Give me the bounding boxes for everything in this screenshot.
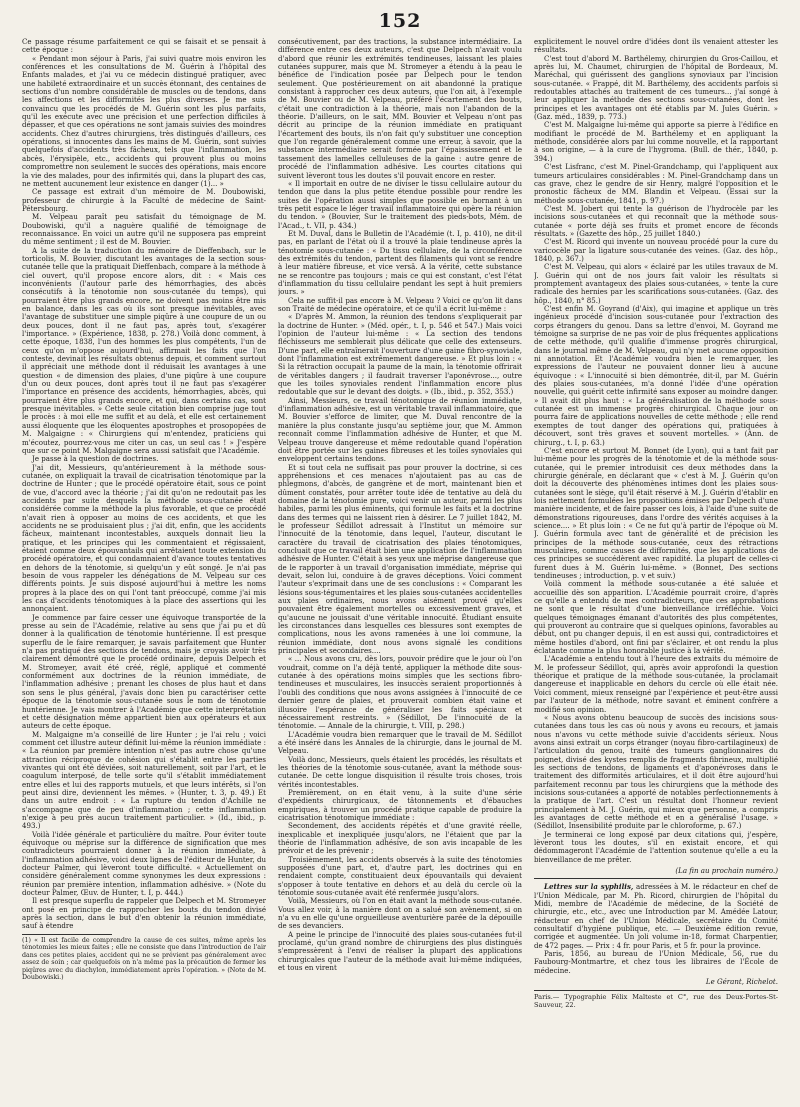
col2-paragraph: « Il importait en outre de ne diviser le tissu cellulaire autour du tendon que dans la plus petite étendue possible pour rendre les suites de l'opération aussi simples que possible en bornant à un très petit espace le léger travail inflammatoire qui opère la réunion du tendon. » (Bouvier, Sur le traitement des pieds-bots, Mém. de l'Acad., t. VII, p. 434.) [278, 178, 522, 230]
col2-paragraph: Et si tout cela ne suffisait pas pour prouver la doctrine, si ces appréhensions et ces menaces n'ajoutaient pas au cas de phlegmons, d'abcès, de gangrène et de mort, maintenant bien et dûment constatés, pour arrêter toute idée de tentative au delà du domaine de la ténotomie pure, voici venir un auteur, parmi les plus habiles, parmi les plus éminents, qui formule les faits et la doctrine dans des termes qui ne laissent rien à désirer. Le 7 juillet 1842, M. le professeur Sédillot adressait à l'Institut un mémoire sur l'innocuité de la ténotomie, dans lequel, l'auteur, discutant le caractère du travail de cicatrisation des plaies ténotomiques, concluait que ce travail était bien une application de l'inflammation adhésive de Hunter. C'était à ses yeux une méprise dangereuse que de le rapporter à un travail d'organisation immédiate, méprise qui devait, selon lui, conduire à de graves déceptions. Voici comment l'auteur s'exprimait dans une de ses conclusions : « Comparant les lésions sous-tégumentaires et les plaies sous-cutanées accidentelles aux plaies ordinaires, nous avons aisément prouvé qu'elles pouvaient être également mortelles ou excessivement graves, et qu'aucune ne jouissait d'une véritable innocuité. Étudiant ensuite les circonstances dans lesquelles ces blessures sont exemptes de complications, nous les avons ramenées à une loi commune, la réunion immédiate, dont nous avons signalé les conditions principales et secondaires.... [278, 462, 522, 656]
footnote [22, 937, 266, 982]
column-2 [278, 38, 522, 1100]
col2-paragraph: A peine le principe de l'innocuité des plaies sous-cutanées fut-il proclamé, qu'un grand nombre de chirurgiens des plus distingués s'empressèrent à l'envi de réaliser la plupart des applications chirurgicales que l'auteur de la méthode avait lui-même indiquées, et tous en virent [278, 929, 522, 973]
column-3 [534, 38, 778, 1100]
col3-paragraph: C'est M. Velpeau, qui alors « éclairé par les utiles travaux de M. J. Guérin qui ont de nos jours fait valoir les résultats si promptement avantageux des plaies sous-cutanées, » tente la cure radicale des hernies par les scarifications sous-cutanées. (Gaz. des hôp., 1840, n° 85.) [534, 262, 778, 305]
col1-paragraph: Il est presque superflu de rappeler que Delpech et M. Stromeyer ont posé en principe de rapprocher les bouts du tendon divisé après la section, dans le but d'en obtenir la réunion immédiate, sauf à étendre [22, 896, 266, 931]
col3-paragraph: C'est M. Ricord qui invente un nouveau procédé pour la cure du varicocèle par la ligature sous-cutanée des veines. (Gaz. des hôp., 1840, p. 367.) [534, 237, 778, 263]
footnote-text: (1) « Il est facile de comprendre la cause de ces suites, même après les ténotomies les mieux faites ; elle ne consiste que dans l'introduction de l'air dans ces petites plaies, accident qui ne se prévient pas généralement avec assez de soin ; car quelquefois on n'a même pas la précaution de fermer les piqûres avec du diachylon, immédiatement après l'opération. » (Note de M. Doubowiski.) [22, 936, 266, 982]
col3-paragraph: C'est enfin M. Goyrand (d'Aix), qui imagine et applique un très ingénieux procédé d'incision sous-cutanée pour l'extraction des corps étrangers du genou. Dans sa lettre d'envoi, M. Goyrand me témoigne sa surprise de ne pas voir de plus fréquentes applications de cette méthode, qu'il qualifie d'immense progrès chirurgical, dans le journal même de M. Velpeau, qui n'y met aucune opposition ni annotation. Et l'Académie voudra bien le remarquer, les expressions de l'auteur ne pouvaient donner lieu à aucune équivoque : « L'innocuité si bien démontrée, dit-il, par M. Guérin des plaies sous-cutanées, m'a donné l'idée d'une opération nouvelle, qui guérit cette infirmité sans exposer au moindre danger. » Il avait dit plus haut : « La généralisation de la méthode sous-cutanée est un immense progrès chirurgical. Chaque jour on pourra faire de applications nouvelles de cette méthode ; elle rend exemptes de tout danger des opérations qui, pratiquées à découvert, sont très graves et souvent mortelles. » (Ann. de chirurg., t. I, p. 63.) [534, 304, 778, 447]
page-number: 152 [378, 10, 422, 32]
imprint: Paris.— Typographie Félix Malteste et C°, rue des Deux-Portes-St-Sauveur, 22. [534, 992, 778, 1009]
col3-paragraph: explicitement le nouvel ordre d'idées dont ils venaient attester les résultats. [534, 38, 778, 55]
col1-paragraph: Voilà l'idée générale et particulière du maître. Pour éviter toute équivoque ou méprise sur la différence de signification que mes contradicteurs pourraient donner à la réunion immédiate, à l'inflammation adhésive, voici deux lignes de l'éditeur de Hunter, du docteur Palmer, qui lèveront toute difficulté. « Actuellement on considère généralement comme synonymes les deux expressions : réunion par première intention, inflammation adhésive. » (Note du docteur Palmer, Œuv. de Hunter, t. I, p. 444.) [22, 829, 266, 898]
continued-note: (La fin au prochain numéro.) [675, 866, 778, 876]
col3-paragraph: C'est encore et surtout M. Bonnet (de Lyon), qui a tant fait par lui-même pour les progrès de la ténotomie et de la méthode sous-cutanée, qui le premier introduisit ces deux méthodes dans la chirurgie générale, en déclarant que « c'est à M. J. Guérin qu'on doit la découverte des phénomènes intimes dont les plaies sous-cutanées sont le siège, qu'il était réservé à M. J. Guérin d'établir en lois nettement formulées les propositions émises par Delpech d'une manière incidente, et de faire passer ces lois, à l'aide d'une suite de démonstrations rigoureuses, dans l'ordre des vérités acquises à la science.... » Et plus loin : « Ce ne fut qu'à partir de l'époque où M. J. Guérin formula avec tant de généralité et de précision les principes de la méthode sous-cutanée, ceux des rétractions musculaires, comme causes de difformités, que les applications de ces principes se succédèrent avec rapidité. La plupart de celles-ci furent dues à M. Guérin lui-même. » (Bonnet, Des sections tendineuses ; introduction, p. v et suiv.) [534, 445, 778, 580]
imprint-divider [534, 990, 778, 991]
col3-paragraph: « Nous avons obtenu beaucoup de succès des incisions sous-cutanées dans tous les cas où nous y avons eu recours, et jamais nous n'avons vu cette méthode suivie d'accidents sérieux. Nous avons ainsi extrait un corps étranger (noyau fibro-cartilagineux) de l'articulation du genou, traité des tumeurs ganglionnaires du poignet, divisé des kystes remplis de fragments fibrineux, multiplié les sections de tendons, de ligaments et d'aponévroses dans le traitement des difformités articulaires, et il doit être aujourd'hui parfaitement reconnu par tous les chirurgiens que la méthode des incisions sous-cutanées a apporté de notables perfectionnements à la pratique de l'art. C'est un résultat dont l'honneur revient principalement à M. J. Guérin, qui mieux que personne, a compris les avantages de cette méthode et en a généralisé l'usage. » (Sédillot, Insensibilité produite par le chloroforme, p. 67.) [534, 712, 778, 831]
col2-paragraph: L'Académie voudra bien remarquer que le travail de M. Sédillot a été inséré dans les Annales de la chirurgie, dans le journal de M. Velpeau. [278, 729, 522, 756]
col2-paragraph: Premièrement, on en était venu, à la suite d'une série d'expédients chirurgicaux, de tâtonnements et d'ébauches empiriques, à trouver un procédé pratique capable de produire la cicatrisation ténotomique immédiate : [278, 787, 522, 822]
col3-paragraph: L'Académie a entendu tout à l'heure des extraits du mémoire de M. le professeur Sédillot, qui, après avoir approfondi la question théorique et pratique de la méthode sous-cutanée, la proclamait dangereuse et inapplicable en dehors du cercle où elle était née. Voici comment, mieux renseigné par l'expérience et peut-être aussi par l'auteur de la méthode, notre savant et éminent confrère a modifié son opinion. [534, 654, 778, 714]
col3-paragraph: C'est tout d'abord M. Barthélemy, chirurgien du Gros-Caillou, et après lui, M. Chaumet, chirurgien de l'hôpital de Bordeaux, M. Maréchal, qui guérissent des ganglions synoviaux par l'incision sous-cutanée. « Frappé, dit M. Barthélemy, des accidents parfois si redoutables attachés au traitement de ces tumeurs... j'ai songé à leur appliquer la méthode des sections sous-cutanées, dont les principes et les avantages ont été établis par M. Jules Guérin. » (Gaz. méd., 1839, p. 773.) [534, 53, 778, 122]
col1-paragraph: J'ai dit, Messieurs, qu'antérieurement à la méthode sous-cutanée, on expliquait la travail de cicatrisation ténotomique par la doctrine de Hunter ; que le procédé opératoire était, sous ce point de vue, d'accord avec la théorie ; j'ai dit qu'on ne redoutait pas les accidents par suite desquels la méthode sous-cutanée était considérée comme la méthode la plus favorable, et que ce procédé n'avait rien à opposer au moins de ces accidents, et que les accidents ne se produisaient plus ; j'ai dit, enfin, que les accidents fâcheux, maintenant incontestables, auxquels donnait lieu la pratique, et les principes qui les commentaient et régissaient, étaient comme deux épouvantails qui arrêtaient toute extension du procédé opératoire, et qui condamnaient d'avance toutes tentatives en dehors de la ténotomie, si quelqu'un y eût songé. Je n'ai pas besoin de vous rappeler les dénégations de M. Velpeau sur ces différents points. Je suis disposé aujourd'hui à mettre les noms propres à la place des on qui l'ont tant préoccupé, comme j'ai mis les cas d'accidents ténotomiques à la place des assertions qui les annonçaient. [22, 462, 266, 614]
column-1 [22, 38, 266, 1098]
col1-paragraph: M. Malgaigne m'a conseillé de lire Hunter ; je l'ai relu ; voici comment cet illustre auteur définit lui-même la réunion immédiate : « La réunion par première intention n'est pas autre chose qu'une attraction réciproque de cohésion qui s'établit entre les parties vivantes qui ont été déviées, soit naturellement, soit par l'art, et le coagulum interposé, de telle sorte qu'il s'établit immédiatement entre elles et lui des rapports mutuels, et que leurs intérêts, si l'on peut ainsi dire, deviennent les mêmes. » (Hunter, t. 3, p. 49.) Et dans un autre endroit : « La rupture du tendon d'Achille ne s'accompagne que de peu d'inflammation ; cette inflammation n'exige à peu près aucun traitement particulier. » (Id., ibid., p. 493.) [22, 729, 266, 831]
col2-paragraph: « D'après M. Ammon, la réunion des tendons s'expliquerait par la doctrine de Hunter. » (Méd. opér., t. I, p. 546 et 547.) Mais voici l'opinion de l'auteur lui-même : « La section des tendons fléchisseurs me semblerait plus délicate que celle des extenseurs. D'une part, elle entraînerait l'ouverture d'une gaine fibro-synoviale, dont l'inflammation est extrêmement dangereuse. » Et plus loin : « Si la rétraction occupait la paume de la main, la ténotomie offrirait de véritables dangers ; il faudrait traverser l'aponévrose..., outre que les toiles synoviales rendent l'inflammation encore plus redoutable que sur le devant des doigts. » (Ib., ibid., p. 352, 353.) [278, 312, 522, 397]
col1-paragraph: Je commence par faire cesser une équivoque transportée de la presse au sein de l'Académie, relative au sens que j'ai pu et dû donner à la qualification de ténotomie huntérienne. Il est presque superflu de le faire remarquer, je savais parfaitement que Hunter n'a pas pratiqué des sections de tendons, mais je croyais avoir très clairement démontré que le procédé ordinaire, depuis Delpech et M. Stromeyer, avait été créé, réglé, appliqué et commenté conformément aux doctrines de la réunion immédiate, de l'inflammation adhésive ; prenant les choses de plus haut et dans son sens le plus général, j'avais donc bien pu caractériser cette époque de la ténotomie sous-cutanée sous le nom de ténotomie huntérienne. Je vais montrer à l'Académie que cette interprétation et cette désignation même appartient bien aux opérateurs et aux auteurs de cette époque. [22, 612, 266, 731]
col2-paragraph: Cela ne suffit-il pas encore à M. Velpeau ? Voici ce qu'on lit dans son Traité de médecine opératoire, et ce qu'il a écrit lui-même : [278, 295, 522, 313]
col2-paragraph: Et M. Duval, dans le Bulletin de l'Académie (t. I, p. 410), ne dit-il pas, en parlant de l'état où il a trouvé la plaie tendineuse après la ténotomie sous-cutanée : « Du tissu cellulaire, de la circonférence des extrémités du tendon, partent des filaments qui vont se rendre à leur matière fibreuse, et vice versâ. A la vérité, cette substance ne se rencontre pas toujours ; mais ce qui est constant, c'est l'état d'inflammation du tissu cellulaire pendant les sept à huit premiers jours. » [278, 228, 522, 297]
col2-paragraph: Voilà donc, Messieurs, quels étaient les procédés, les résultats et les théories de la ténotomie sous-cutanée, avant la méthode sous-cutanée. De cette longue disquisition il résulte trois choses, trois vérités incontestables. [278, 754, 522, 789]
col2-paragraph: Voilà, Messieurs, où l'on en était avant la méthode sous-cutanée. Vous allez voir, à la manière dont on a salué son avènement, si on n'a vu en elle qu'une orgueilleuse aventurière parée de la dépouille de ses devanciers. [278, 896, 522, 931]
advert-body: adressées à M. le rédacteur en chef de l'Union Médicale, par M. Ph. Ricord, chirurgien de l'hôpital du Midi, membre de l'Académie de médecine, de la Société de chirurgie, etc., etc., avec une Introduction par M. Amédée Latour, rédacteur en chef de l'Union Médicale, secrétaire du Comité consultatif d'hygiène publique, etc. — Deuxième édition revue, corrigée et augmentée. Un joli volume in-18, format Charpentier, de 472 pages. — Prix : 4 fr. pour Paris, et 5 fr. pour la province. [534, 882, 778, 950]
col1-paragraph: A la suite de la traduction du mémoire de Dieffenbach, sur le torticolis, M. Bouvier, discutant les avantages de la section sous-cutanée telle que la pratiquait Dieffenbach, compare à la méthode à ciel ouvert, qu'il propose encore alors, dit : « Mais ces inconvénients (l'autour parle des hémorrhagies, des abcès consécutifs à la ténotomie non sous-cutanée du temps), qui pourraient être plus grands encore, ne doivent pas moins être mis en balance, dans les cas où ils sont presque inévitables, avec l'avantage de substituer une simple piqûre à une coupure de un ou deux pouces, dont il ne faut pas, après tout, s'exagérer l'importance. » (Expérience, 1838, p. 278.) Voilà donc comment, à cette époque, 1838, l'un des hommes les plus compétents, l'un de ceux qu'on m'oppose aujourd'hui, affirmait les faits que l'on conteste, devinait les résultats obtenus depuis, et comment surtout il appréciait une méthode dont il réduisait les avantages à une question « de dimension des plaies, d'une piqûre à une coupure d'un ou deux pouces, dont après tout il ne faut pas s'exagérer l'importance en présence des accidents, hémorrhagies, abcès, qui pourraient être plus grands encore, et qui, dans certains cas, sont presque inévitables. » Cette seule citation bien comprise juge tout le procès : à moi elle me suffit et au delà, et elle est certainement aussi éloquente que les éloquentes apostrophes et prosopopées de M. Malgaigne : « Chirurgiens qui m'entendez, praticiens qui m'écoutez, pourrez-vous me citer un cas, un seul cas ! » J'espère que sur ce point M. Malgaigne sera aussi satisfait que l'Académie. [22, 245, 266, 455]
column-3-body [534, 38, 778, 864]
column-1-body [22, 38, 266, 931]
col3-paragraph: Je terminerai ce long exposé par deux citations qui, j'espère, lèveront tous les doutes, s'il en existait encore, et qui dédommageront l'Académie de l'attention soutenue qu'elle a eu la bienveillance de me prêter. [534, 829, 778, 864]
col1-paragraph: M. Velpeau paraît peu satisfait du témoignage de M. Doubowiski, qu'il a naguère qualifié de témoignage de reconnaissance. En voici un autre qu'il ne supposera pas empreint du même sentiment ; il est de M. Bouvier. [22, 212, 266, 247]
col2-paragraph: Troisièmement, les accidents observés à la suite des ténotomies supposées d'une part, et, d'autre part, les doctrines qui en rendaient compte, constituaient deux épouvantails qui devaient s'opposer à toute tentative en dehors et au delà du cercle où la ténotomie sous-cutanée avait été renfermée jusqu'alors. [278, 854, 522, 898]
advert-address: Paris, 1856, au bureau de l'Union Médicale, 56, rue du Faubourg-Montmartre, et chez tous les libraires de l'École de médecine. [534, 949, 778, 975]
col1-paragraph: « Pendant mon séjour à Paris, j'ai suivi quatre mois environ les conférences et les consultations de M. Guérin à l'hôpital des Enfants malades, et j'ai vu ce médecin distingué pratiquer, avec une habileté extraordinaire et un succès étonnant, des centaines de sections d'un nombre considérable de muscles ou de tendons, dans les affections et les difformités les plus diverses. Je me suis convaincu que les procédés de M. Guérin sont les plus parfaits, qu'il les exécute avec une précision et une perfection difficiles à dépasser, et que ces opérations ne sont jamais suivies des moindres accidents. Chez d'autres chirurgiens, très distingués d'ailleurs, ces opérations, si innocentes dans les mains de M. Guérin, sont suivies quelquefois d'accidents très fâcheux, tels que l'inflammation, les abcès, l'érysipèle, etc., accidents qui prouvent plus ou moins compromettre non seulement le succès des opérations, mais encore la vie des malades, pour des infirmités qui, dans la plupart des cas, ne mettent aucunement leur existence en danger (1)... » [22, 53, 266, 188]
signature: Le Gérant, Richelot. [705, 977, 778, 987]
col3-paragraph: C'est M. Malgaigne lui-même qui apporte sa pierre à l'édifice en modifiant le procédé de M. Barthélemy et en appliquant la méthode, considérée alors par lui comme nouvelle, et la rapportant à son origine, — à la cure de l'hygroma. (Bull. de thér., 1840, p. 394.) [534, 120, 778, 163]
section-divider [534, 878, 778, 879]
col3-paragraph: C'est Lisfranc, c'est M. Pinel-Grandchamp, qui l'appliquent aux tumeurs articulaires considérables : M. Pinel-Grandchamp dans un cas grave, chez le gendre de sir Henry, malgré l'opposition et le pronostic fâcheux de MM. Blandin et Velpeau. (Essai sur la méthode sous-cutanée, 1841, p. 97.) [534, 162, 778, 205]
col2-paragraph: Secondement, des accidents répétés et d'une gravité réelle, inexplicable et inexpliquée jusqu'alors, ne l'étaient que par la théorie de l'inflammation adhésive, de son avis incapable de les prévoir et de les prévenir ; [278, 821, 522, 856]
column-2-body [278, 38, 522, 973]
col2-paragraph: Ainsi, Messieurs, ce travail ténotomique de réunion immédiate, d'inflammation adhésive, est un véritable travail inflammatoire, que M. Bouvier s'efforce de limiter, que M. Duval rencontre de la manière la plus constante jusqu'au septième jour, que M. Ammon reconnaît comme l'inflammation adhésive de Hunter, et que M. Velpeau trouve dangereuse et même redoutable quand l'opération doit être portée sur les gaines fibreuses et les toiles synoviales qui enveloppent certains tendons. [278, 395, 522, 464]
col2-paragraph: consécutivement, par des tractions, la substance intermédiaire. La différence entre ces deux auteurs, c'est que Delpech n'avait voulu d'abord que réunir les extrémités tendineuses, laissant les plaies cutanées suppurer, mais que M. Stromeyer a étendu à la peau le bénéfice de l'indication posée par Delpech pour le tendon seulement. Que postérieurement on ait abandonné la pratique consistant à rapprocher ces deux auteurs, que l'on ait, à l'exemple de M. Bouvier ou de M. Velpeau, préféré l'écartement des bouts, c'était une contradiction à la théorie, mais non l'abandon de la théorie. D'ailleurs, on le sait, MM. Bouvier et Velpeau n'ont pas décrit au principe de la réunion immédiate en pratiquant l'écartement des bouts, ils n'on fait qu'y substituer une conception que l'on regarde généralement comme une erreur, à savoir, que la substance intermédiaire serait formée par l'épaississement et le tassement des lamelles celluleuses de la gaine : autre genre de procédé de l'inflammation adhésive. Les courtes citations qui suivent lèveront tous les doutes s'il pouvait encore en rester. [278, 38, 522, 180]
col3-paragraph: Voilà comment la méthode sous-cutanée a été saluée et accueillie dès son apparition. L'Académie pourrait croire, d'après ce qu'elle a entendu de mes contradicteurs, que ces approbations ne sont que le résultat d'une bienveillance irréfléchie. Voici quelques témoignages émanant d'autorités des plus compétentes, qui prouveront au contraire que si quelques opinions, favorables au début, ont pu changer depuis, il en est aussi qui, contradictoires et même hostiles d'abord, ont fini par s'éclairer, et ont rendu la plus éclatante comme la plus honorable justice à la vérité. [534, 579, 778, 656]
footnote-rule [22, 934, 112, 935]
col1-paragraph: Ce passage résume parfaitement ce qui se faisait et se pensait à cette époque : [22, 38, 266, 55]
col1-paragraph: Je passe à la question de doctrines. [32, 454, 159, 464]
advert-heading: Lettres sur la syphilis, [544, 882, 634, 892]
col2-paragraph: « ... Nous avons cru, dès lors, pouvoir prédire que le jour où l'on voudrait, comme on l'a déjà tenté, appliquer la méthode dite sous-cutanée à des opérations moins simples que les sections fibro-tendineuses et musculaires, les insuccès seraient proportionnés à l'oubli des conditions que nous avons assignées à l'innocuité de ce dernier genre de plaies, et prouverait combien était vaine et illusoire l'espérance de généraliser les faits spéciaux et nécessairement restreints. » (Sédillot, De l'innocuité de la ténotomie. — Annale de la chirurgie, t. VIII, p. 298.) [278, 654, 522, 731]
col3-paragraph: C'est M. Jobert qui tente la guérison de l'hydrocèle par les incisions sous-cutanées et qui reconnaît que la méthode sous-cutanée « porte déjà ses fruits et promet encore de féconds résultats. » (Gazette des hôp., 25 juillet 1840.) [534, 203, 778, 238]
col1-paragraph: Ce passage est extrait d'un mémoire de M. Doubowiski, professeur de chirurgie à la Faculté de médecine de Saint-Pétersbourg. [22, 187, 266, 213]
advertisement [534, 883, 778, 975]
